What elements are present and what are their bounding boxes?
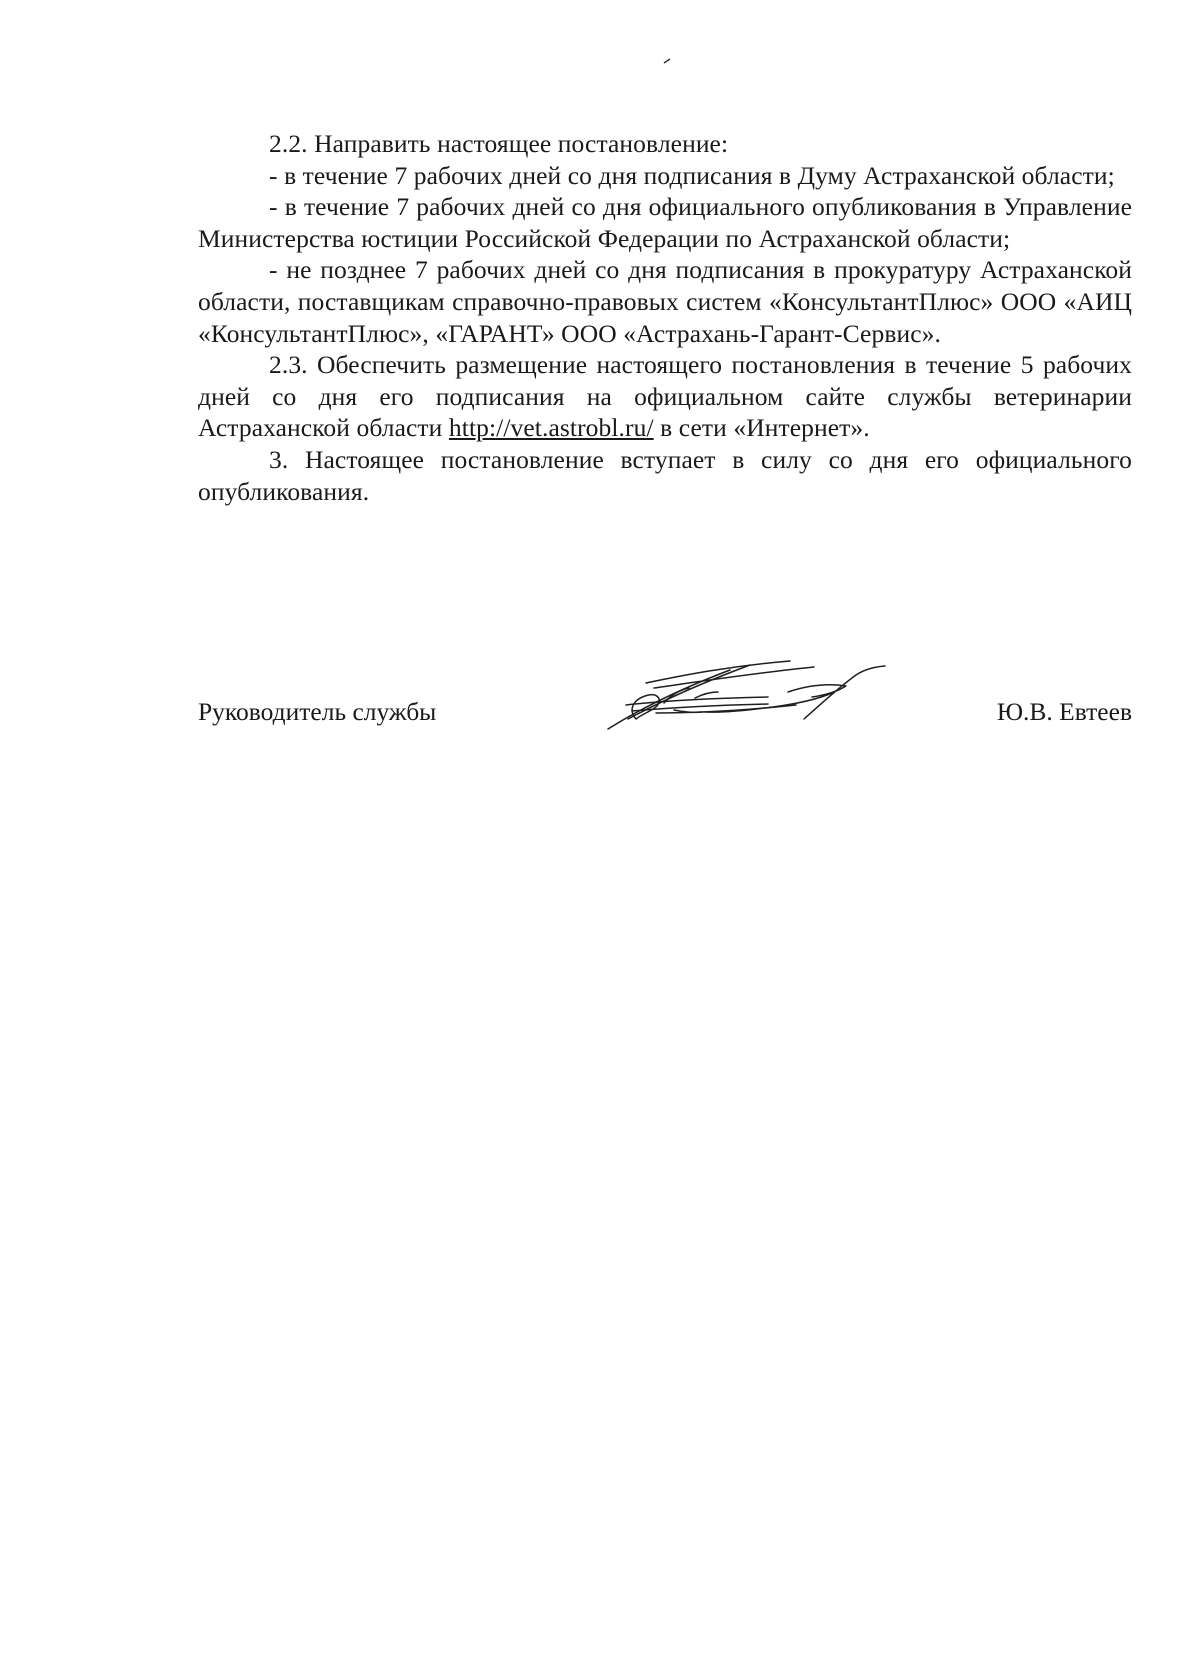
paragraph-text: 2.3. Обеспечить размещение настоящего постановления в течение 5 рабочих дней со дня его подписания на официальном сайте службы ветеринарии Астраханской области bbox=[198, 350, 1132, 443]
paragraph-text: в сети «Интернет». bbox=[653, 413, 870, 443]
paragraph-2-2 bbox=[198, 128, 1132, 160]
signatory-name: Ю.В. Евтеев bbox=[996, 697, 1132, 726]
paragraph-justice bbox=[198, 191, 1132, 254]
paragraph-text: - не позднее 7 рабочих дней со дня подписания в прокуратуру Астраханской области, поставщикам справочно-правовых систем «КонсультантПлюс» ООО «АИЦ «КонсультантПлюс», «ГАРАНТ» ООО «Астрахань-Гарант-Сервис». bbox=[198, 255, 1132, 348]
paragraph-prosecutor bbox=[198, 254, 1132, 349]
page-mark bbox=[663, 58, 672, 64]
document-body bbox=[198, 128, 1132, 507]
paragraph-3 bbox=[198, 444, 1132, 507]
paragraph-text: - в течение 7 рабочих дней со дня официального опубликования в Управление Министерства юстиции Российской Федерации по Астраханской области; bbox=[198, 192, 1132, 253]
website-link[interactable]: http://vet.astrobl.ru/ bbox=[448, 413, 654, 443]
paragraph-duma bbox=[198, 160, 1132, 192]
handwritten-signature bbox=[600, 655, 910, 735]
paragraph-text: 3. Настоящее постановление вступает в силу со дня его официального опубликования. bbox=[198, 444, 1132, 506]
paragraph-text: - в течение 7 рабочих дней со дня подписания в Думу Астраханской области; bbox=[269, 160, 1115, 190]
paragraph-2-3 bbox=[198, 349, 1132, 444]
paragraph-text: 2.2. Направить настоящее постановление: bbox=[269, 129, 729, 158]
signatory-title: Руководитель службы bbox=[198, 697, 437, 726]
